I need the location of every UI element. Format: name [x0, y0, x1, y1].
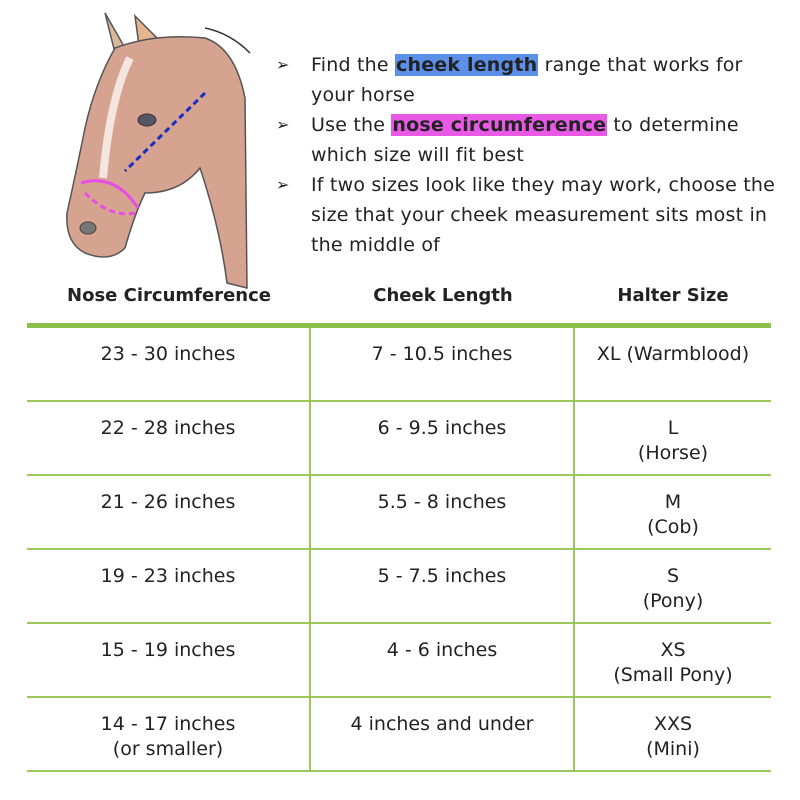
size-cell	[575, 698, 771, 770]
size-value: XS	[660, 639, 686, 661]
size-note: (Mini)	[646, 738, 700, 760]
halter-size-table	[27, 285, 771, 772]
size-value: XXS	[653, 713, 693, 735]
header-halter-size: Halter Size	[617, 285, 729, 306]
instruction-text: range that works for your horse	[311, 54, 743, 106]
header-nose-circumference: Nose Circumference	[67, 285, 271, 306]
cheek-cell	[311, 402, 575, 474]
size-cell	[575, 624, 771, 696]
cheek-value: 5.5 - 8 inches	[377, 491, 507, 513]
size-note: (Small Pony)	[613, 664, 733, 686]
nose-value: 15 - 19 inches	[100, 639, 236, 661]
nose-cell	[27, 624, 311, 696]
table-row	[27, 476, 771, 550]
table-row	[27, 550, 771, 624]
size-note: (Cob)	[647, 516, 699, 538]
nose-circumference-highlight: nose circumference	[392, 114, 607, 136]
cheek-cell	[311, 624, 575, 696]
table-row	[27, 698, 771, 772]
instruction-two-sizes	[276, 170, 776, 260]
size-value: M	[664, 491, 682, 513]
nose-cell	[27, 698, 311, 770]
instruction-nose-circumference	[276, 110, 776, 170]
size-cell	[575, 328, 771, 400]
cheek-value: 4 - 6 inches	[386, 639, 498, 661]
size-value: S	[666, 565, 680, 587]
arrowhead-bullet-icon: ➢	[276, 115, 290, 134]
instruction-text: Find the	[311, 54, 395, 76]
cheek-value: 4 inches and under	[350, 713, 534, 735]
cheek-cell	[311, 550, 575, 622]
nose-value: 14 - 17 inches	[100, 713, 236, 735]
nose-cell	[27, 328, 311, 400]
nose-cell	[27, 550, 311, 622]
instruction-text: to determine which size will fit best	[311, 114, 739, 166]
horse-head-illustration	[55, 8, 255, 293]
table-row	[27, 624, 771, 698]
cheek-value: 6 - 9.5 inches	[377, 417, 507, 439]
nose-value: 22 - 28 inches	[100, 417, 236, 439]
nose-value: 21 - 26 inches	[100, 491, 236, 513]
instruction-list	[276, 50, 776, 260]
size-note: (Horse)	[637, 442, 709, 464]
nose-note: (or smaller)	[112, 738, 224, 760]
size-cell	[575, 550, 771, 622]
instruction-cheek-length	[276, 50, 776, 110]
nose-value: 23 - 30 inches	[100, 343, 236, 365]
nose-cell	[27, 402, 311, 474]
nose-cell	[27, 476, 311, 548]
cheek-cell	[311, 698, 575, 770]
cheek-length-highlight: cheek length	[396, 54, 538, 76]
instruction-text: If two sizes look like they may work, choose the size that your cheek measurement sits most in the middle of	[311, 174, 776, 256]
cheek-cell	[311, 328, 575, 400]
arrowhead-bullet-icon: ➢	[276, 175, 290, 194]
cheek-value: 7 - 10.5 inches	[371, 343, 513, 365]
table-row	[27, 402, 771, 476]
cheek-cell	[311, 476, 575, 548]
cheek-value: 5 - 7.5 inches	[377, 565, 507, 587]
arrowhead-bullet-icon: ➢	[276, 55, 290, 74]
size-cell	[575, 402, 771, 474]
instruction-text: Use the	[311, 114, 392, 136]
table-header	[27, 285, 771, 328]
table-row	[27, 328, 771, 402]
header-cheek-length: Cheek Length	[373, 285, 513, 306]
size-cell	[575, 476, 771, 548]
size-value: XL (Warmblood)	[596, 343, 750, 365]
nose-value: 19 - 23 inches	[100, 565, 236, 587]
size-note: (Pony)	[642, 590, 704, 612]
size-value: L	[667, 417, 679, 439]
